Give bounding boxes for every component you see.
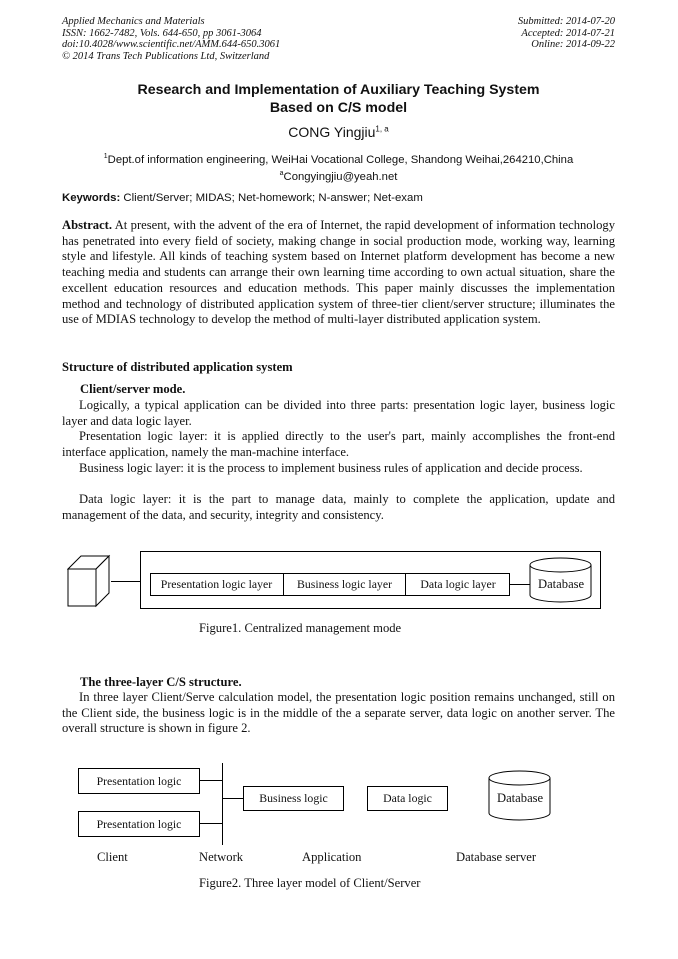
author-sup: 1, a (375, 124, 389, 134)
abstract (62, 218, 615, 328)
database-server-label: Database server (456, 850, 537, 864)
accepted-date: Accepted: 2014-07-21 (521, 27, 615, 39)
submission-dates (395, 16, 615, 51)
connector-line (200, 823, 222, 824)
affiliation-text: Dept.of information engineering, WeiHai Vocational College, Shandong Weihai,264210,China (107, 153, 574, 166)
title-line-1: Research and Implementation of Auxiliary Teaching System (137, 82, 540, 98)
subsection-heading: Client/server mode. (80, 382, 186, 396)
paragraph: Logically, a typical application can be divided into three parts: presentation logic layer, business logic layer and data logic layer. (62, 398, 615, 428)
figure-1-caption: Figure1. Centralized management mode (199, 621, 402, 635)
data-layer-label: Data logic layer (420, 577, 496, 591)
paragraph: Data logic layer: it is the part to manage data, mainly to complete the application, update and management of the data, and security, integrity and consistency. (62, 492, 615, 522)
paragraph: Business logic layer: it is the process to implement business rules of application and decide process. (79, 461, 583, 475)
paragraph: Presentation logic layer: it is applied directly to the user's part, mainly accomplishes the front-end interface application, namely the man-machine interface. (62, 429, 615, 459)
paragraph: In three layer Client/Serve calculation model, the presentation logic position remains unchanged, still on the Client side, the business logic is in the middle of the a separate server, data logic on another server. The overall structure is shown in figure 2. (62, 690, 615, 736)
abstract-text: At present, with the advent of the era of Internet, the rapid development of information technology has penetrated into every field of society, making change in social production mode, working way, learning style and lifestyle. All kinds of teaching system based on Internet platform development has become a new teaching media and students can arrange their own learning time according to own actual situation, share the excellent education resources and education methods. This paper mainly discusses the implementation method and technology of distributed application system of three-tier client/server structure; illuminates the use of MDIAS technology to develop the method of multi-layer distributed application system. (62, 218, 615, 327)
title-line-2: Based on C/S model (269, 100, 408, 116)
journal-doi: doi:10.4028/www.scientific.net/AMM.644-650.3061 (62, 39, 281, 50)
data-logic-box: Data logic (367, 786, 448, 811)
submitted-date: Submitted: 2014-07-20 (517, 16, 615, 27)
database-label: Database (538, 577, 585, 591)
client-label: Client (97, 850, 128, 864)
affiliation (62, 150, 615, 184)
author-name: CONG Yingjiu (288, 124, 376, 140)
figure-2-caption: Figure2. Three layer model of Client/Server (199, 876, 421, 890)
abstract-label: Abstract. (62, 218, 113, 232)
network-label: Network (199, 850, 244, 864)
journal-name: Applied Mechanics and Materials (62, 16, 205, 27)
connector-line (200, 780, 222, 781)
online-date: Online: 2014-09-22 (531, 39, 615, 50)
author-email: Congyingjiu@yeah.net (283, 170, 398, 183)
journal-info (62, 16, 362, 62)
keywords-label: Keywords: (62, 192, 121, 204)
business-layer-label: Business logic layer (296, 577, 392, 591)
email-sup: a (279, 169, 284, 177)
computer-cube-icon (67, 554, 111, 608)
subsection-heading: The three-layer C/S structure. (80, 675, 242, 689)
business-logic-box: Business logic (243, 786, 344, 811)
keywords-text: Client/Server; MIDAS; Net-homework; N-answer; Net-exam (123, 192, 423, 204)
connector-line (222, 798, 243, 799)
connector-line (510, 584, 530, 585)
keywords (62, 192, 615, 204)
journal-issn: ISSN: 1662-7482, Vols. 644-650, pp 3061-3064 (62, 27, 262, 39)
affiliation-sup: 1 (103, 153, 108, 160)
database-label: Database (497, 791, 544, 805)
application-label: Application (302, 850, 362, 864)
presentation-logic-box: Presentation logic (78, 811, 200, 837)
paper-title (62, 81, 615, 117)
connector-line (111, 581, 140, 582)
presentation-layer-label: Presentation logic layer (160, 577, 273, 591)
section-heading: Structure of distributed application system (62, 360, 293, 374)
author (62, 124, 615, 140)
journal-copyright: © 2014 Trans Tech Publications Ltd, Switzerland (62, 50, 270, 62)
network-bus-line (222, 763, 223, 845)
presentation-logic-box: Presentation logic (78, 768, 200, 794)
